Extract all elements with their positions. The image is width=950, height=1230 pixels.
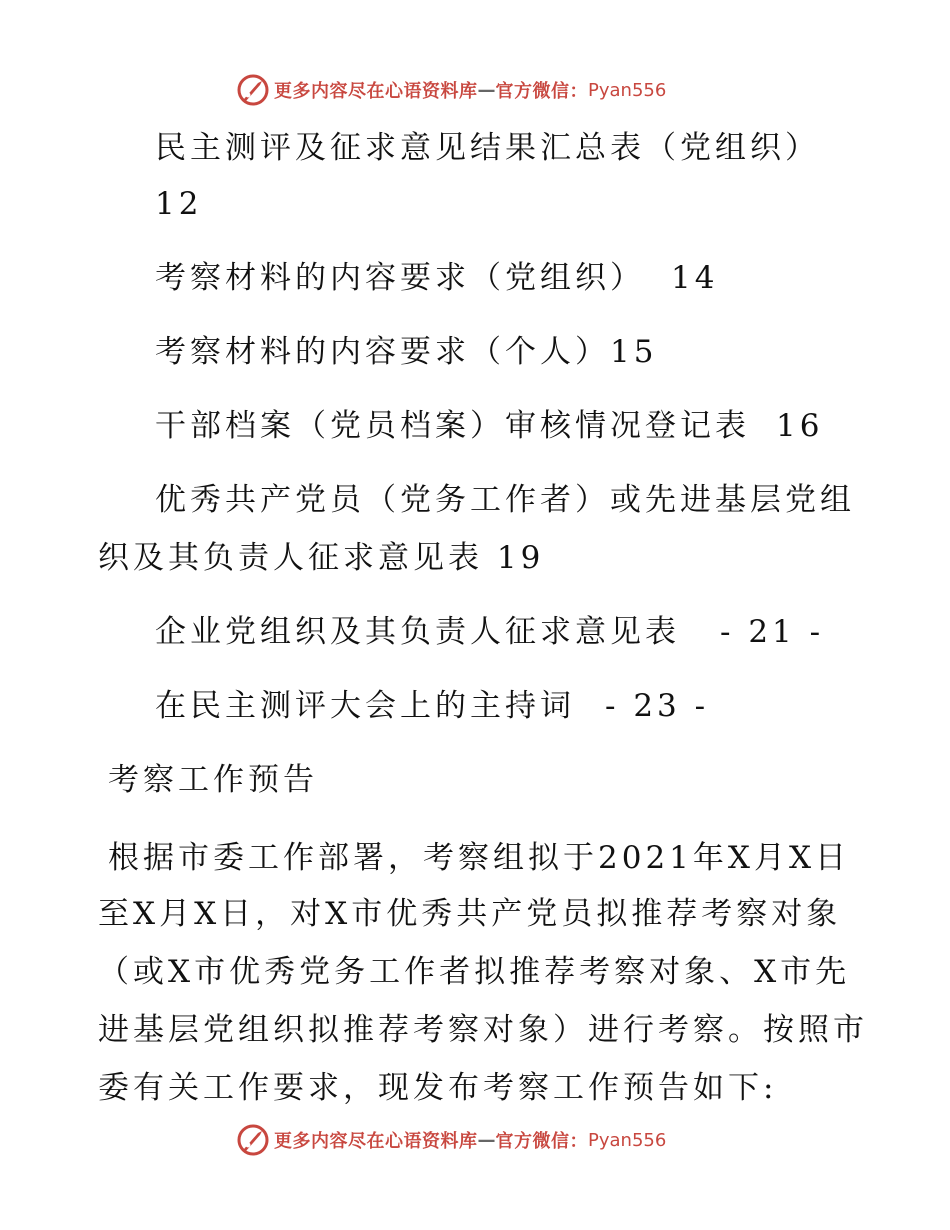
watermark-official: 官方微信： (495, 1131, 588, 1152)
watermark-official: 官方微信： (495, 81, 588, 102)
toc-entry-3 (155, 332, 657, 372)
toc-entry-4 (155, 406, 823, 446)
toc-entry-text: 考察材料的内容要求（个人）15 (155, 334, 658, 370)
quill-seal-icon (236, 1123, 270, 1157)
watermark-separator: — (477, 79, 496, 101)
toc-entry-page: - 21 - (720, 614, 825, 650)
toc-entry-text: 在民主测评大会上的主持词 (155, 688, 575, 724)
toc-entry-text: 织及其负责人征求意见表 19 (98, 540, 545, 576)
toc-entry-1 (155, 128, 820, 168)
toc-entry-page: 16 (776, 408, 824, 444)
toc-entry-page: - 23 - (605, 688, 710, 724)
watermark-text: 更多内容尽在心语资料库 (274, 81, 478, 102)
paragraph-line-1: 根据市委工作部署，考察组拟于2021年X月X日 (108, 840, 851, 876)
watermark-header (236, 72, 666, 108)
toc-entry-2 (155, 258, 718, 298)
paragraph-line-3: （或X市优秀党务工作者拟推荐考察对象、X市先 (98, 954, 851, 990)
toc-entry-5 (155, 480, 855, 520)
section-title: 考察工作预告 (108, 762, 318, 798)
toc-entry-text: 民主测评及征求意见结果汇总表（党组织） (155, 130, 820, 166)
paragraph-line-2: 至X月X日，对X市优秀共产党员拟推荐考察对象 (98, 896, 842, 932)
paragraph-line-4: 进基层党组织拟推荐考察对象）进行考察。按照市 (98, 1012, 868, 1048)
quill-seal-icon (236, 73, 270, 107)
toc-entry-text: 干部档案（党员档案）审核情况登记表 (155, 408, 750, 444)
toc-entry-text: 12 (155, 186, 203, 222)
paragraph-line-5: 委有关工作要求，现发布考察工作预告如下: (98, 1070, 778, 1106)
toc-entry-page: 14 (671, 260, 719, 296)
watermark-id: Pyan556 (588, 79, 667, 101)
toc-entry-1-page (155, 184, 202, 224)
toc-entry-5-cont (98, 538, 544, 578)
toc-entry-text: 优秀共产党员（党务工作者）或先进基层党组 (155, 482, 855, 518)
toc-entry-text: 考察材料的内容要求（党组织） (155, 260, 645, 296)
toc-entry-6 (155, 612, 824, 652)
toc-entry-7 (155, 686, 709, 726)
watermark-text: 更多内容尽在心语资料库 (274, 1131, 478, 1152)
watermark-separator: — (477, 1129, 496, 1151)
watermark-footer (236, 1122, 666, 1158)
toc-entry-text: 企业党组织及其负责人征求意见表 (155, 614, 680, 650)
watermark-id: Pyan556 (588, 1129, 667, 1151)
